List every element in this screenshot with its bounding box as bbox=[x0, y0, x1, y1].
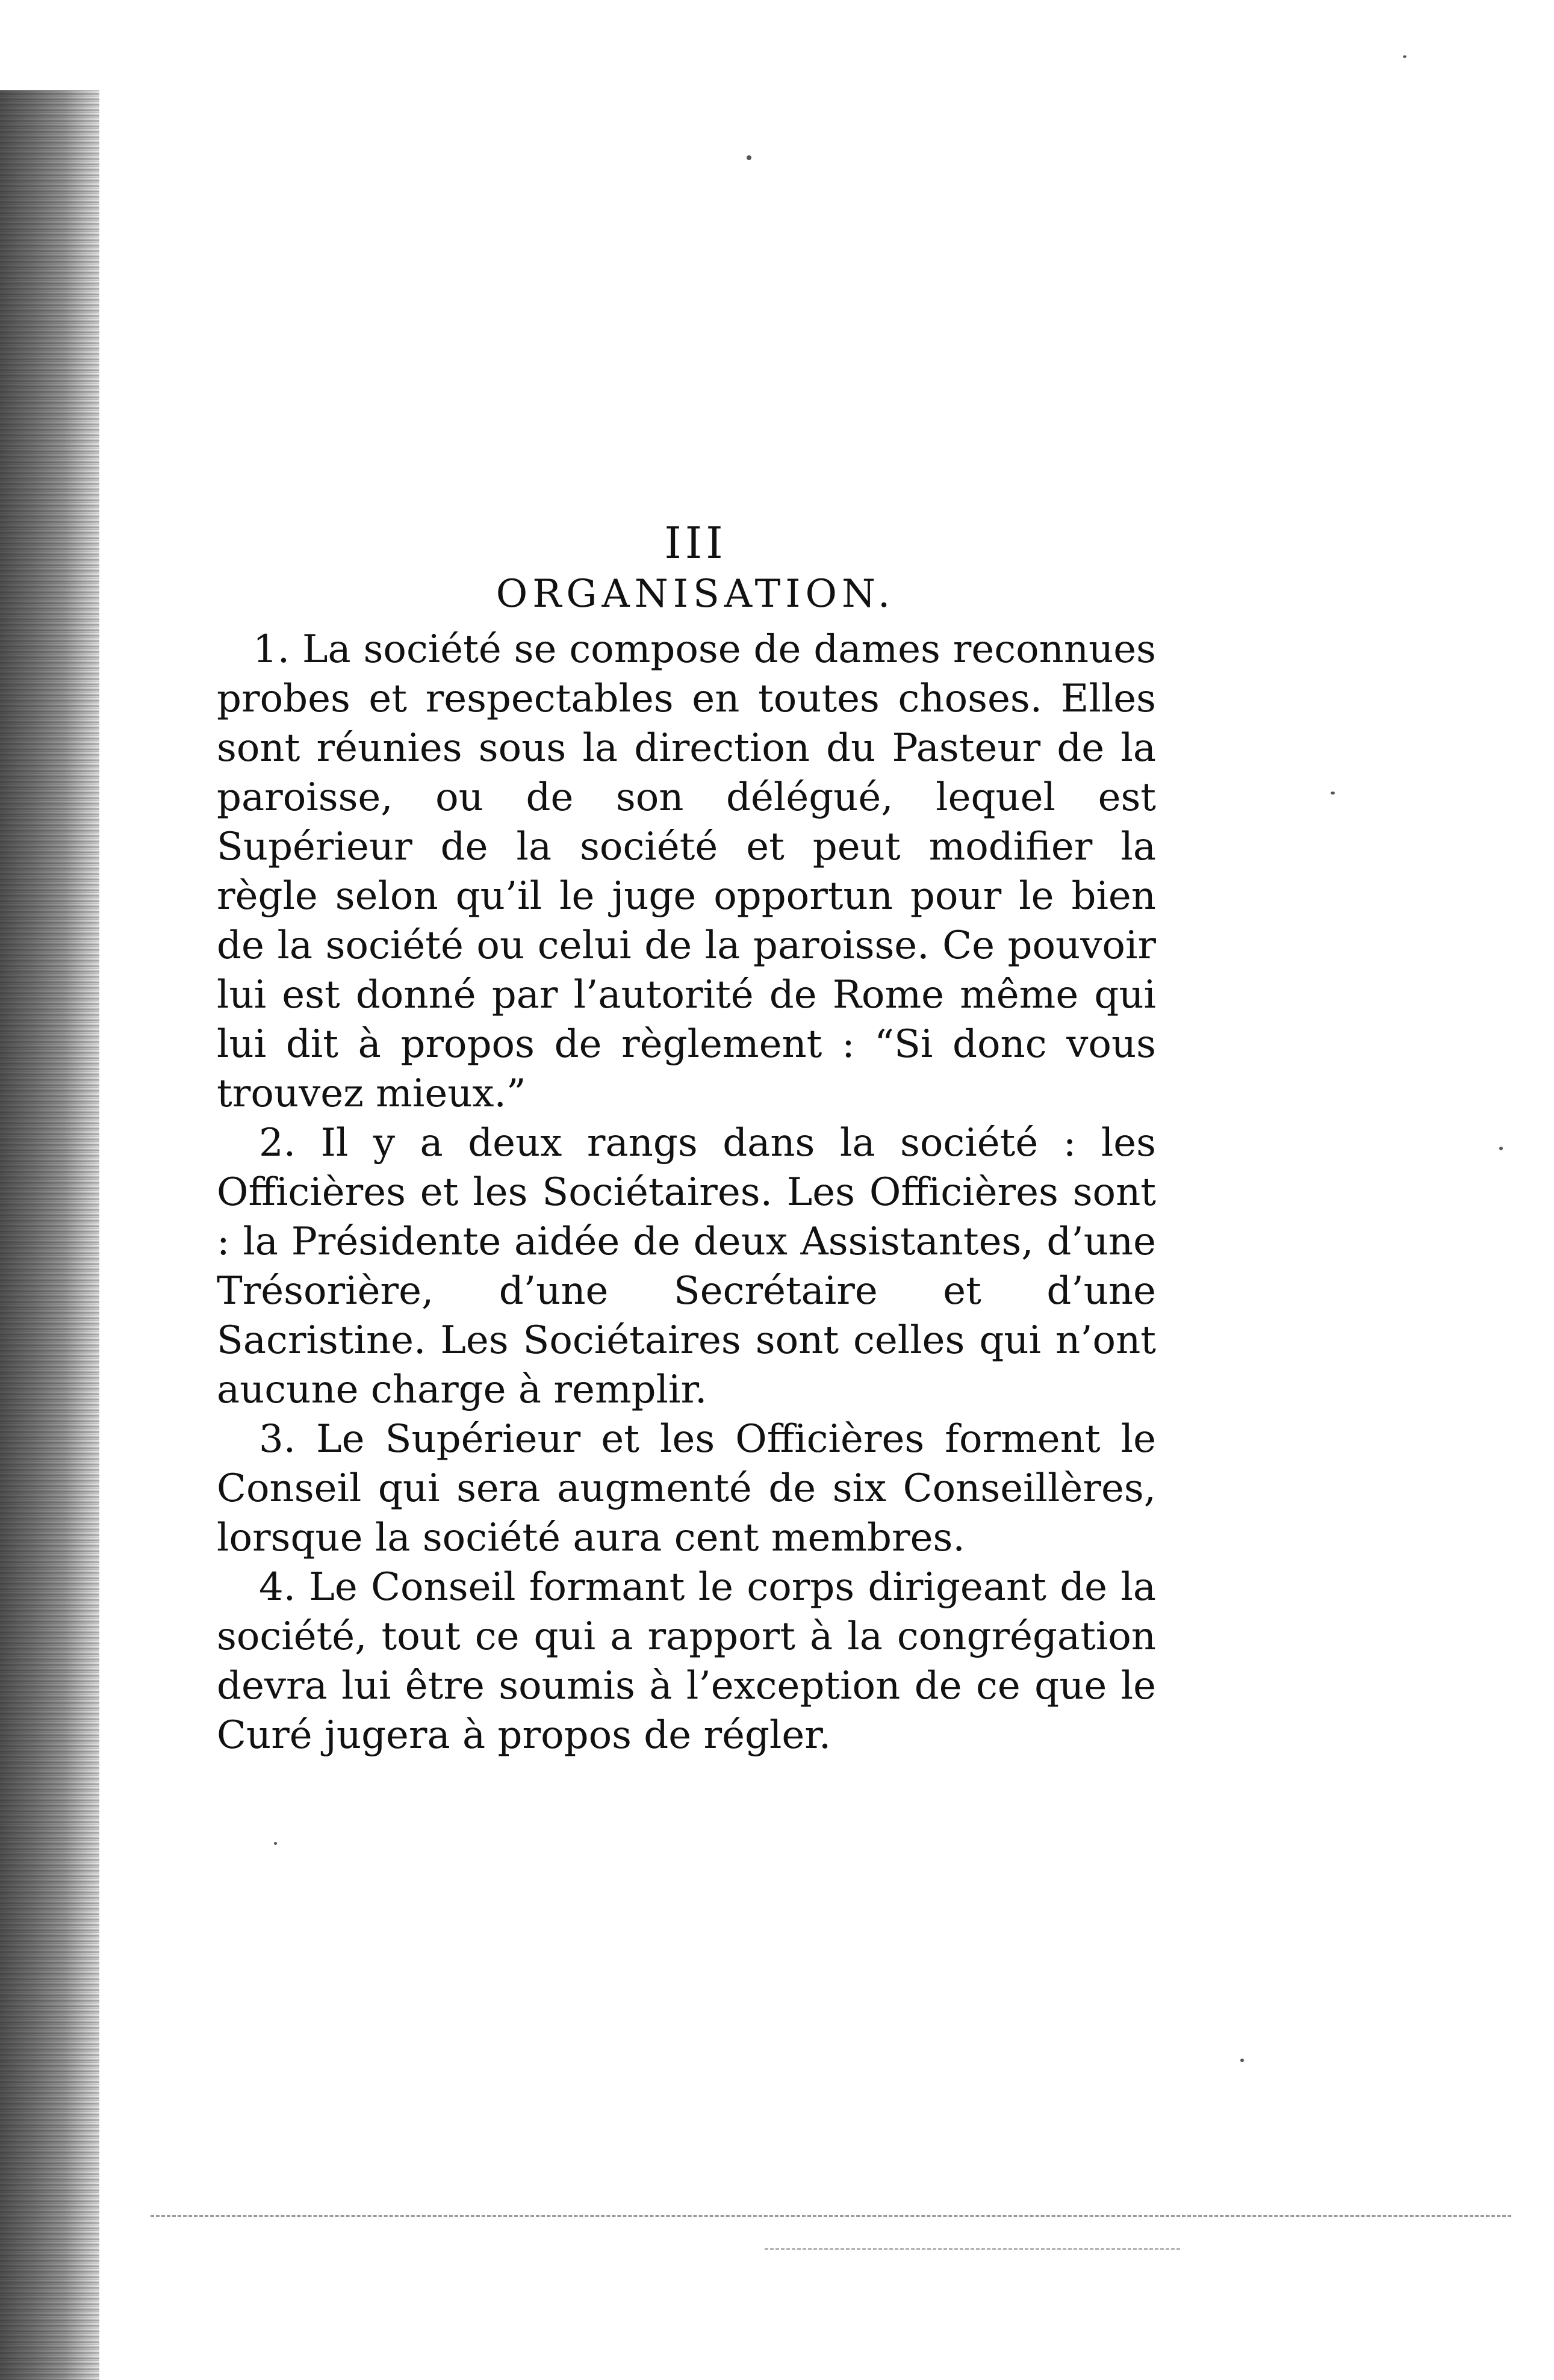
paragraph-1: 1. La société se compose de dames reconnues probes et respectables en toutes choses. Elles sont réunies sous la direction du Pasteur de la paroisse, ou de son délégué, lequel est Supérieur de la société et peut modifier la règle selon qu’il le juge opportun pour le bien de la société ou celui de la paroisse. Ce pouvoir lui est donné par l’autorité de Rome même qui lui dit à propos de règlement : “Si donc vous trouvez mieux.” bbox=[217, 627, 1156, 1116]
scan-bottom-rule bbox=[151, 2215, 1511, 2217]
scan-speck bbox=[1240, 2059, 1244, 2062]
scan-speck bbox=[1331, 792, 1335, 795]
section-title: ORGANISATION. bbox=[496, 572, 895, 616]
scan-speck bbox=[747, 155, 751, 160]
paragraph-2: 2. Il y a deux rangs dans la société : les Officières et les Sociétaires. Les Officières sont : la Présidente aidée de deux Assistantes, d’une Trésorière, d’une Secrétaire et d’une Sacristine. Les Sociétaires sont celles qui n’ont aucune charge à remplir. bbox=[217, 1121, 1156, 1412]
page-content bbox=[217, 518, 1156, 1760]
scan-speck bbox=[1499, 1147, 1503, 1150]
scan-bottom-rule-short bbox=[765, 2248, 1180, 2250]
scan-speck bbox=[1403, 55, 1406, 58]
section-number: III bbox=[664, 518, 727, 568]
paragraph-4: 4. Le Conseil formant le corps dirigeant de la société, tout ce qui a rapport à la congrégation devra lui être soumis à l’exception de ce que le Curé jugera à propos de régler. bbox=[217, 1565, 1156, 1758]
scanned-binding-shadow bbox=[0, 90, 99, 2380]
scan-speck bbox=[274, 1842, 277, 1845]
paragraph-3: 3. Le Supérieur et les Officières forment le Conseil qui sera augmenté de six Conseillères, lorsque la société aura cent membres. bbox=[217, 1417, 1156, 1560]
